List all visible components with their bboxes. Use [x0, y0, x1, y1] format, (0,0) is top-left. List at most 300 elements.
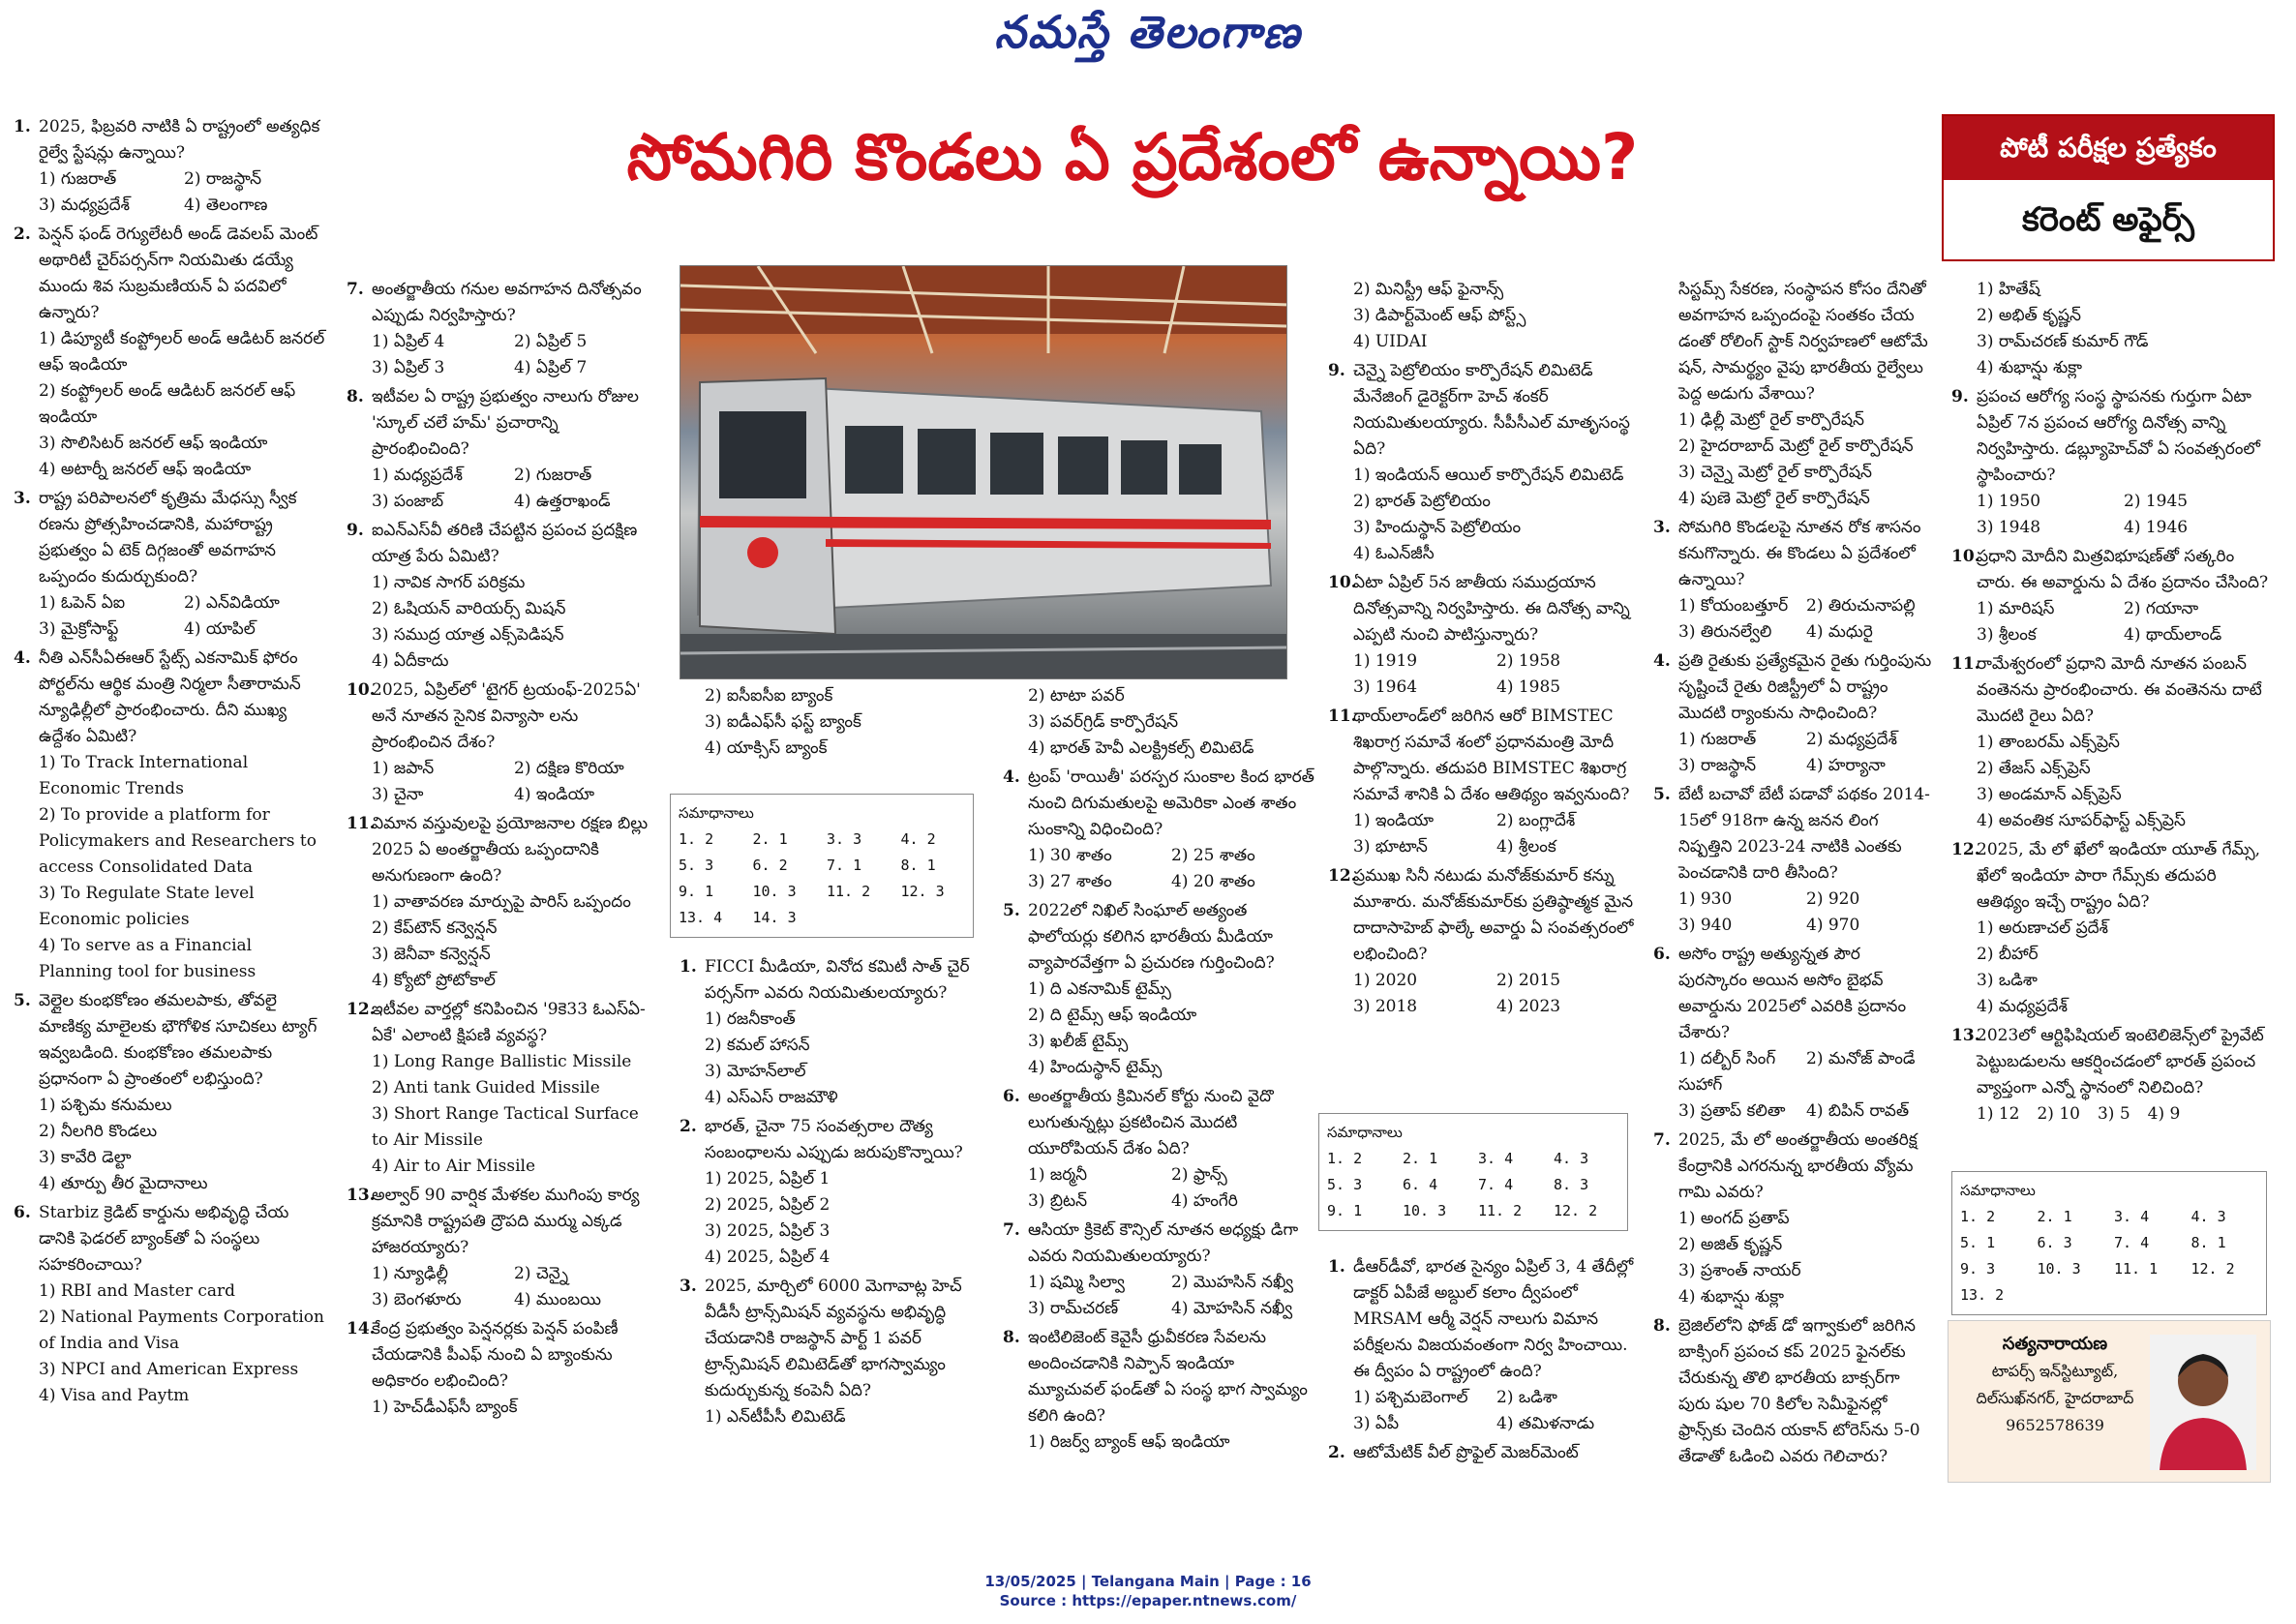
question-number: 7.	[1003, 1220, 1020, 1240]
question-number: 12.	[1951, 840, 1980, 859]
question-block	[1328, 277, 1640, 355]
answer-option: 3) 5	[2097, 1104, 2130, 1124]
question-block	[1003, 1084, 1314, 1215]
question-number: 10.	[347, 680, 376, 700]
answer-key-item: 2. 1	[2037, 1208, 2072, 1225]
answer-option: 1) తాంబరమ్ ఎక్స్‌ప్రెస్	[1977, 733, 2120, 752]
question-block	[1653, 782, 1934, 939]
answer-option: 2) ఒడిశా	[1496, 1388, 1557, 1407]
answer-option: 3) మైక్రోసాఫ్ట్	[39, 619, 119, 639]
question-block	[14, 646, 329, 985]
author-phone: 9652578639	[2006, 1416, 2104, 1434]
question-text: ఐఎన్ఎస్‌వీ తరిణి చేపట్టిన ప్రపంచ ప్రదక్షిణ యాత్ర పేరు ఏమిటి?	[372, 521, 638, 566]
answer-option: 2) మినిస్ట్రీ ఆఫ్ ఫైనాన్స్	[1353, 280, 1504, 299]
question-block	[1653, 1313, 1934, 1470]
question-text: ఇంటిలిజెంట్ కెవైసీ ధ్రువీకరణ సేవలను అందించడానికి నిప్పాన్ ఇండియా మ్యూచువల్ ఫండ్‌తో ఏ సంస్థ భాగ స్వామ్యం కలిగి ఉంది?	[1028, 1328, 1308, 1426]
question-number: 3.	[14, 489, 31, 508]
answer-option: 4) హిందుస్థాన్ టైమ్స్	[1028, 1058, 1163, 1077]
column-5-bottom	[1328, 1254, 1640, 1477]
answer-option: 1) ఇండియా	[1353, 811, 1435, 830]
page-footer	[0, 1572, 2296, 1610]
answer-option: 1) రజనీకాంత్	[705, 1009, 796, 1029]
question-block	[1328, 570, 1640, 701]
answer-option: 3) 27 శాతం	[1028, 872, 1112, 891]
answer-option: 1) పశ్చిమబెంగాల్	[1353, 1388, 1468, 1407]
answer-option: 4) హర్యానా	[1806, 756, 1886, 775]
answer-option: 3) శ్రీలంక	[1977, 625, 2037, 645]
answer-option: 1) 2025, ఏప్రిల్ 1	[705, 1169, 831, 1188]
answer-key-item: 13. 4	[679, 909, 723, 926]
answer-option: 3) సముద్ర యాత్ర ఎక్స్‌పెడిషన్	[372, 625, 564, 645]
question-number: 8.	[1003, 1328, 1020, 1347]
answer-option: 3) ఖలీజ్ టైమ్స్	[1028, 1032, 1129, 1051]
answer-option: 2) కమల్ హాసన్	[705, 1036, 810, 1055]
footer-date-line: 13/05/2025 | Telangana Main | Page : 16	[984, 1573, 1312, 1590]
answer-option: 3) మధ్యప్రదేశ్	[39, 195, 130, 215]
question-number: 11.	[1328, 707, 1357, 726]
answer-key-item: 6. 3	[2037, 1234, 2072, 1251]
answer-key-item: 11. 1	[2114, 1260, 2159, 1278]
answer-option: 4) Visa and Paytm	[39, 1386, 190, 1405]
answer-option: 4) ఇండియా	[514, 785, 595, 804]
answer-option: 2) మధ్యప్రదేశ్	[1806, 730, 1897, 749]
answer-option: 4) బిపిన్ రావత్	[1806, 1101, 1910, 1121]
question-text: వెల్లైల కుంభకోణం తమలపాకు, తోవలై మాణిక్య మాలైలకు భౌగోళిక సూచికలు ట్యాగ్ ఇవ్వబడింది. కుంభకోణం తమలపాకు ప్రధానంగా ఏ ప్రాంతంలో లభిస్తుంది?	[39, 991, 317, 1089]
answer-key-item: 12. 2	[1554, 1202, 1598, 1219]
answer-key-item: 11. 2	[1478, 1202, 1523, 1219]
question-text: అసోం రాష్ట్ర అత్యున్నత పౌర పురస్కారం అయిన అసోం బైభవ్ అవార్డును 2025లో ఎవరికి ప్రదానం చేశారు?	[1678, 945, 1907, 1042]
answer-option: 1) To Track International Economic Trends	[39, 753, 249, 798]
question-number: 5.	[1003, 901, 1020, 920]
answer-option: 1) కోయంబత్తూర్	[1678, 596, 1789, 616]
answer-option: 4) To serve as a Financial Planning tool for business	[39, 936, 257, 981]
question-number: 2.	[1328, 1443, 1345, 1462]
answer-key-item: 2. 1	[752, 830, 788, 848]
answer-key-item: 3. 4	[1478, 1150, 1514, 1167]
question-number	[1653, 277, 1678, 407]
answer-option: 1) డిప్యూటీ కంప్ట్రోలర్ అండ్ ఆడిటర్ జనరల్ ఆఫ్ ఇండియా	[39, 329, 325, 375]
answer-option: 2) 1945	[2124, 492, 2189, 511]
answer-key-item: 5. 3	[1327, 1176, 1363, 1193]
answer-key-item: 4. 3	[2190, 1208, 2226, 1225]
answer-option: 4) ఎస్ఎస్ రాజమౌళి	[705, 1088, 838, 1107]
answer-key-item: 4. 2	[900, 830, 936, 848]
answer-option: 3) అండమాన్ ఎక్స్‌ప్రెస్	[1977, 785, 2122, 804]
question-number: 9.	[347, 521, 364, 540]
answer-option: 3) ప్రశాంత్ నాయర్	[1678, 1261, 1801, 1280]
question-text: నీతి ఎన్‌సీఏఈఆర్ స్టేట్స్ ఎకనామిక్ ఫోరం పోర్టల్‌ను ఆర్థిక మంత్రి నిర్మలా సీతారామన్ న్యూఢిల్లీలో ప్రారంభించారు. దీని ముఖ్య ఉద్దేశం ఏమిటి?	[39, 648, 301, 746]
question-text: 2025, మే లో అంతర్జాతీయ అంతరిక్ష కేంద్రానికి ఎగరనున్న భారతీయ వ్యోమ గామి ఎవరు?	[1678, 1130, 1918, 1202]
answer-option: 4) తూర్పు తీర మైదానాలు	[39, 1174, 208, 1193]
answer-option: 2) హైదరాబాద్ మెట్రో రైల్ కార్పొరేషన్	[1678, 436, 1914, 456]
answer-option: 1) 930	[1678, 889, 1733, 909]
answer-option: 1) హెచ్‌డీఎఫ్‌సీ బ్యాంక్	[372, 1398, 518, 1417]
answer-option: 1) ఏప్రిల్ 4	[372, 332, 445, 351]
question-text: 2025, మార్చిలో 6000 మెగావాట్ల హెచ్ వీడీసీ ట్రాన్స్‌మిషన్ వ్యవస్థను అభివృద్ధి చేయడానికి రాజస్థాన్ పార్ట్ 1 పవర్ ట్రాన్స్‌మిషన్ లిమిటెడ్‌తో భాగస్వామ్యం కుదుర్చుకున్న కంపెనీ ఏది?	[705, 1277, 962, 1400]
answer-key-2	[1318, 1113, 1628, 1231]
answer-option: 4) భారత్ హెవీ ఎలక్ట్రికల్స్ లిమిటెడ్	[1028, 738, 1254, 758]
answer-option: 2) భారత్ పెట్రోలియం	[1353, 492, 1491, 511]
question-text: ప్రముఖ సినీ నటుడు మనోజ్‌కుమార్ కన్ను మూశారు. మనోజ్‌కుమార్‌కు ప్రతిష్ఠాత్మక మైన దాదాసాహెబ్ ఫాల్కే అవార్డు ఏ సంవత్సరంలో లభించింది?	[1353, 866, 1634, 964]
answer-option: 2) ది టైమ్స్ ఆఫ్ ఇండియా	[1028, 1006, 1197, 1025]
answer-option: 4) పుణె మెట్రో రైల్ కార్పొరేషన్	[1678, 489, 1870, 508]
answer-key-item: 3. 3	[827, 830, 862, 848]
answer-option: 2) 25 శాతం	[1171, 846, 1255, 865]
answer-option: 3) చెన్నై మెట్రో రైల్ కార్పొరేషన్	[1678, 463, 1872, 482]
question-number: 6.	[14, 1203, 31, 1222]
answer-option: 2) ఐసీఐసీఐ బ్యాంక్	[705, 686, 833, 706]
answer-option: 2) National Payments Corporation of India and Visa	[39, 1308, 324, 1353]
author-institute: టాపర్స్ ఇన్‌స్టిట్యూట్,	[1991, 1362, 2119, 1380]
question-block	[14, 486, 329, 643]
question-text: ఆటోమేటిక్ వీల్ ప్రొఫైల్ మెజర్‌మెంట్	[1353, 1443, 1579, 1462]
column-3-top	[680, 683, 989, 770]
answer-option: 3) బ్రిటన్	[1028, 1191, 1088, 1211]
question-text: రామేశ్వరంలో ప్రధాని మోదీ నూతన పంబన్ వంతెనను ప్రారంభించారు. ఈ వంతెనను దాటే మొదటి రైలు ఏది?	[1977, 654, 2262, 726]
answer-option: 4) ఏప్రిల్ 7	[514, 358, 588, 377]
answer-option: 4) శుభాన్షు శుక్లా	[1977, 358, 2082, 377]
question-block	[1951, 544, 2271, 648]
answer-option: 1) హితేష్	[1977, 280, 2040, 299]
answer-option: 1) మధ్యప్రదేశ్	[372, 466, 463, 485]
answer-option: 2) 10	[2037, 1104, 2080, 1124]
answer-key-item: 8. 1	[900, 857, 936, 874]
question-block	[347, 277, 656, 381]
question-block	[347, 1316, 656, 1421]
answer-option: 3) డిపార్ట్‌మెంట్ ఆఫ్ పోస్ట్స్	[1353, 306, 1526, 325]
answer-key-item: 10. 3	[1403, 1202, 1447, 1219]
question-text: పెన్షన్ ఫండ్ రెగ్యులేటరీ అండ్ డెవలప్ మెంట్ అథారిటీ చైర్‌పర్సన్‌గా నియమితు డయ్యే ముందు శివ సుబ్రమణియన్ ఏ పదవిలో ఉన్నారు?	[39, 225, 318, 322]
answer-option: 4) అటార్నీ జనరల్ ఆఫ్ ఇండియా	[39, 460, 252, 479]
question-text: ప్రపంచ ఆరోగ్య సంస్థ స్థాపనకు గుర్తుగా ఏటా ఏప్రిల్ 7న ప్రపంచ ఆరోగ్య దినోత్స వాన్ని నిర్వహిస్తారు. డబ్ల్యూహెచ్‌వో ఏ సంవత్సరంలో స్థాపించారు?	[1977, 387, 2261, 485]
question-text: 2025, మే లో ఖేలో ఇండియా యూత్ గేమ్స్, ఖేలో ఇండియా పారా గేమ్స్‌కు తదుపరి ఆతిథ్యం ఇచ్చే రాష్ట్రం ఏది?	[1977, 840, 2261, 912]
answer-option: 2) అజిత్ కృష్ణన్	[1678, 1235, 1783, 1254]
question-number: 13.	[1951, 1026, 1980, 1045]
answer-key-item: 1. 2	[1327, 1150, 1363, 1167]
answer-option: 2) చెన్నై	[514, 1264, 568, 1283]
question-block	[1328, 1440, 1640, 1466]
footer-source-line: Source : https://epaper.ntnews.com/	[999, 1592, 1297, 1609]
answer-option: 2) రాజస్థాన్	[184, 169, 262, 189]
answer-option: 2) బీహార్	[1977, 945, 2039, 964]
answer-key-item: 7. 4	[1478, 1176, 1514, 1193]
answer-option: 3) ప్రతాప్ కలితా	[1678, 1101, 1786, 1121]
question-block	[1003, 1325, 1314, 1456]
question-block	[1328, 863, 1640, 1020]
answer-option: 4) 9	[2147, 1104, 2181, 1124]
question-text: ఇటీవల ఏ రాష్ట్ర ప్రభుత్వం నాలుగు రోజుల 'స్కూల్ చలే హమ్' ప్రచారాన్ని ప్రారంభించింది?	[372, 387, 639, 459]
question-block	[347, 997, 656, 1180]
answer-option: 2) మొహసిన్ నఖ్వీ	[1171, 1273, 1294, 1292]
answer-key-item: 1. 2	[1960, 1208, 1996, 1225]
answer-option: 2) ఫ్రాన్స్	[1171, 1165, 1227, 1185]
answer-option: 2) ఓషియన్ వారియర్స్ మిషన్	[372, 599, 566, 618]
question-number: 2.	[680, 1117, 697, 1136]
question-text: FICCI మీడియా, వినోద కమిటీ సాత్ చైర్ పర్సన్‌గా ఎవరు నియమితులయ్యారు?	[705, 957, 970, 1003]
answer-key-item: 6. 2	[752, 857, 788, 874]
answer-option: 1) పశ్చిమ కనుమలు	[39, 1096, 172, 1115]
answer-key-title: సమాధానాలు	[1327, 1124, 1403, 1141]
answer-option: 1) షమ్మి సిల్వా	[1028, 1273, 1125, 1292]
answer-option: 4) 20 శాతం	[1171, 872, 1255, 891]
question-text: థాయ్‌లాండ్‌లో జరిగిన ఆరో BIMSTEC శిఖరాగ్ర సమావే శంలో ప్రధానమంత్రి మోదీ పాల్గొన్నారు. తదుపరి BIMSTEC శిఖరాగ్ర సమావే శానికి ఏ దేశం ఆతిథ్యం ఇవ్వనుంది?	[1353, 707, 1630, 804]
answer-option: 4) 1946	[2124, 518, 2189, 537]
question-number: 9.	[1328, 361, 1345, 380]
answer-option: 2) దక్షిణ కొరియా	[514, 759, 624, 778]
question-text: భారత్, చైనా 75 సంవత్సరాల దౌత్య సంబంధాలను ఎప్పుడు జరుపుకొన్నాయి?	[705, 1117, 963, 1162]
question-text: కేంద్ర ప్రభుత్వం పెన్షనర్లకు పెన్షన్ పంపిణీ చేయడానికి పీఎఫ్ నుంచి ఏ బ్యాంకును అధికారం లభించింది?	[372, 1319, 619, 1391]
question-number: 6.	[1003, 1087, 1020, 1106]
question-text: 2023లో ఆర్టిఫిషియల్ ఇంటెలిజెన్స్‌లో ప్రైవేట్ పెట్టుబడులను ఆకర్షించడంలో భారత్ ప్రపంచ వ్యాప్తంగా ఎన్నో స్థానంలో నిలిచింది?	[1977, 1026, 2264, 1098]
answer-option: 1) ఓపెన్ ఏఐ	[39, 593, 126, 613]
answer-option: 1) రిజర్వ్ బ్యాంక్ ఆఫ్ ఇండియా	[1028, 1432, 1230, 1452]
answer-option: 1) ఎన్‌టీపీసీ లిమిటెడ్	[705, 1407, 846, 1427]
question-number: 8.	[347, 387, 364, 406]
answer-option: 3) భూటాన్	[1353, 837, 1428, 857]
question-block	[1653, 648, 1934, 779]
question-block	[1951, 651, 2271, 834]
question-block	[1951, 1023, 2271, 1128]
answer-option: 2) To provide a platform for Policymakers and Researchers to access Consolidated Data	[39, 805, 317, 877]
answer-key-item: 1. 2	[679, 830, 714, 848]
question-number: 9.	[1951, 387, 1969, 406]
answer-option: 1) మారిషస్	[1977, 599, 2055, 618]
answer-option: 3) హిందుస్థాన్ పెట్రోలియం	[1353, 518, 1522, 537]
question-number: 10.	[1951, 547, 1980, 566]
answer-option: 2) కేప్‌టౌన్ కన్వెన్షన్	[372, 918, 498, 938]
masthead: నమస్తే తెలంగాణ	[994, 6, 1302, 58]
answer-option: 3) Short Range Tactical Surface to Air Missile	[372, 1104, 639, 1150]
answer-option: 2) నీలగిరి కొండలు	[39, 1122, 158, 1141]
answer-option: 1) ది ఎకనామిక్ టైమ్స్	[1028, 979, 1171, 999]
answer-option: 2) గుజరాత్	[514, 466, 592, 485]
answer-option: 4) ముంబయి	[514, 1290, 601, 1309]
answer-option: 1) జర్మనీ	[1028, 1165, 1088, 1185]
answer-option: 4) మోహసిన్ నఖ్వీ	[1171, 1299, 1293, 1318]
answer-option: 3) 1964	[1353, 677, 1418, 697]
answer-option: 3) పంజాబ్	[372, 492, 444, 511]
answer-option: 1) దల్బీర్ సింగ్ సుహాగ్	[1678, 1049, 1776, 1095]
question-block	[1003, 1218, 1314, 1322]
answer-option: 1) న్యూఢిల్లీ	[372, 1264, 448, 1283]
question-number: 1.	[14, 117, 31, 136]
section-badge	[1942, 114, 2275, 261]
answer-option: 4) అవంతిక సూపర్‌ఫాస్ట్ ఎక్స్‌ప్రెస్	[1977, 811, 2186, 830]
question-block	[1003, 765, 1314, 895]
answer-option: 2) టాటా పవర్	[1028, 686, 1125, 706]
question-block	[347, 384, 656, 515]
answer-option: 4) యాక్సిస్ బ్యాంక్	[705, 738, 828, 758]
question-block	[680, 954, 989, 1111]
answer-option: 2) అభిత్ కృష్ణన్	[1977, 306, 2081, 325]
question-text: సిస్టమ్స్ సేకరణ, సంస్థాపన కోసం దేనితో అవగాహన ఒప్పందంపై సంతకం చేయ డంతో రోలింగ్ స్టాక్ నిర్వహణలో ఆటోమే షన్, సామర్థ్యం వైపు భారతీయ రైల్వేలు పెద్ద అడుగు వేశాయి?	[1678, 280, 1928, 404]
answer-option: 1) 30 శాతం	[1028, 846, 1112, 865]
question-text: బ్రెజిల్‌లోని ఫోజ్ డో ఇగ్వాకులో జరిగిన బాక్సింగ్ ప్రపంచ కప్ 2025 ఫైనల్‌కు చేరుకున్న తొలి భారతీయ బాక్సర్‌గా పురు షుల 70 కిలోల సెమీఫైనల్లో ఫ్రాన్స్‌కు చెందిన యకాన్ టోరెస్‌ను 5-0 తేడాతో ఓడించి ఎవరు గెలిచారు?	[1678, 1316, 1920, 1466]
answer-option: 3) ఏప్రిల్ 3	[372, 358, 445, 377]
answer-key-item: 9. 3	[1960, 1260, 1996, 1278]
answer-option: 3) పవర్‌గ్రిడ్ కార్పొరేషన్	[1028, 712, 1179, 732]
question-number: 6.	[1653, 945, 1671, 964]
answer-option: 2) బంగ్లాదేశ్	[1496, 811, 1576, 830]
question-number: 1.	[1328, 1257, 1345, 1277]
answer-option: 2) తిరుచునాపల్లి	[1806, 596, 1916, 616]
answer-key-item: 3. 4	[2114, 1208, 2150, 1225]
question-text: Starbiz క్రెడిట్ కార్డును అభివృద్ధి చేయ డానికి ఫెడరల్ బ్యాంక్‌తో ఏ సంస్థలు సహకరించాయి?	[39, 1203, 289, 1275]
answer-option: 3) 1948	[1977, 518, 2041, 537]
answer-option: 4) తెలంగాణ	[184, 195, 268, 215]
question-text: అంతర్జాతీయ క్రిమినల్ కోర్టు నుంచి వైదొ లుగుతున్నట్లు ప్రకటించిన మొదటి యూరోపియన్ దేశం ఏది?	[1028, 1087, 1274, 1158]
question-number: 11.	[1951, 654, 1980, 674]
answer-option: 4) UIDAI	[1353, 332, 1428, 351]
answer-option: 3) రామ్‌చరణ్ కుమార్ గౌడ్	[1977, 332, 2149, 351]
answer-option: 3) తిరునల్వేలి	[1678, 622, 1772, 642]
question-block	[1328, 358, 1640, 567]
question-block	[680, 683, 989, 762]
question-number: 14.	[347, 1319, 376, 1338]
column-5	[1328, 277, 1640, 1109]
answer-option: 1) 12	[1977, 1104, 2020, 1124]
question-block	[1328, 1254, 1640, 1437]
answer-key-3	[1951, 1171, 2267, 1315]
answer-option: 3) 2018	[1353, 997, 1418, 1016]
question-number: 8.	[1653, 1316, 1671, 1336]
answer-option: 2) తేజస్ ఎక్స్‌ప్రెస్	[1977, 759, 2091, 778]
answer-option: 4) మధురై	[1806, 622, 1873, 642]
question-text: ఇటీవల వార్తల్లో కనిపించిన '9కె33 ఓఎస్ఏ-ఏకే' ఎలాంటి క్షిపణి వ్యవస్థ?	[372, 1000, 646, 1045]
question-block	[14, 114, 329, 219]
answer-key-item: 14. 3	[752, 909, 797, 926]
answer-option: 3) చైనా	[372, 785, 424, 804]
question-block	[680, 1114, 989, 1271]
question-text: ఏటా ఏప్రిల్ 5న జాతీయ సముద్రయాన దినోత్సవాన్ని నిర్వహిస్తారు. ఈ దినోత్స వాన్ని ఎప్పటి నుంచి పాటిస్తున్నారు?	[1353, 573, 1630, 645]
question-text: చెన్నై పెట్రోలియం కార్పొరేషన్ లిమిటెడ్ మేనేజింగ్ డైరెక్టర్‌గా హెచ్ శంకర్ నియమితులయ్యారు. సీపీసీఎల్ మాతృసంస్థ ఏది?	[1353, 361, 1630, 459]
answer-option: 2) ఏప్రిల్ 5	[514, 332, 588, 351]
question-block	[1328, 704, 1640, 860]
answer-option: 1) RBI and Master card	[39, 1281, 235, 1301]
badge-bottom-label: కరెంట్ అఫైర్స్	[2022, 200, 2194, 239]
question-number: 4.	[14, 648, 31, 668]
answer-option: 3) 940	[1678, 916, 1733, 935]
answer-option: 1) జపాన్	[372, 759, 435, 778]
answer-option: 1) 1919	[1353, 651, 1418, 671]
question-text: అంతర్జాతీయ గనుల అవగాహన దినోత్సవం ఎప్పుడు నిర్వహిస్తారు?	[372, 280, 642, 325]
answer-option: 2) మనోజ్ పాండే	[1806, 1049, 1916, 1068]
answer-option: 3) ఐడీఎఫ్‌సీ ఫస్ట్ బ్యాంక్	[705, 712, 861, 732]
question-block	[1003, 898, 1314, 1081]
column-3	[680, 954, 989, 1477]
answer-key-item: 4. 3	[1554, 1150, 1589, 1167]
answer-key-item: 9. 1	[679, 883, 714, 900]
answer-key-title: సమాధానాలు	[1960, 1182, 2036, 1199]
answer-key-item: 8. 3	[1554, 1176, 1589, 1193]
question-block	[1653, 277, 1934, 512]
answer-option: 1) 1950	[1977, 492, 2041, 511]
question-text: 2025, ఫిబ్రవరి నాటికి ఏ రాష్ట్రంలో అత్యధిక రైల్వే స్టేషన్లు ఉన్నాయి?	[39, 117, 320, 163]
question-text: 2025, ఏప్రిల్‌లో 'టైగర్ ట్రయంఫ్-2025ఏ' అనే నూతన సైనిక విన్యాసా లను ప్రారంభించిన దేశం?	[372, 680, 641, 752]
question-text: 2022లో నిఖిల్ సింఘాల్ అత్యంత ఫాలోయర్లు కలిగిన భారతీయ మీడియా వ్యాపారవేత్తగా ఏ ప్రచురణ గుర్తించింది?	[1028, 901, 1275, 973]
answer-key-item: 13. 2	[1960, 1286, 2005, 1304]
answer-option: 1) Long Range Ballistic Missile	[372, 1052, 632, 1071]
answer-option: 4) ఉత్తరాఖండ్	[514, 492, 611, 511]
answer-option: 1) ఢిల్లీ మెట్రో రైల్ కార్పొరేషన్	[1678, 410, 1864, 430]
question-block	[347, 677, 656, 808]
answer-option: 4) ఏదీకాదు	[372, 651, 449, 671]
answer-option: 3) To Regulate State level Economic policies	[39, 884, 255, 929]
question-text: ప్రతి రైతుకు ప్రత్యేకమైన రైతు గుర్తింపును సృష్టించే రైతు రిజిస్ట్రీలో ఏ రాష్ట్రం మొదటి ర్యాంకును సాధించింది?	[1678, 651, 1932, 723]
answer-option: 4) 2023	[1496, 997, 1561, 1016]
question-block	[1653, 515, 1934, 646]
question-text: విమాన వస్తువులపై ప్రయోజనాల రక్షణ బిల్లు 2025 ఏ అంతర్జాతీయ ఒప్పందానికి అనుగుణంగా ఉంది?	[372, 814, 649, 886]
question-block	[14, 988, 329, 1197]
author-portrait	[2150, 1335, 2256, 1470]
author-name: సత్యనారాయణ	[2002, 1334, 2108, 1354]
question-number: 2.	[14, 225, 31, 244]
answer-option: 2) Anti tank Guided Missile	[372, 1078, 600, 1098]
question-block	[1653, 1128, 1934, 1310]
answer-option: 1) అరుణాచల్ ప్రదేశ్	[1977, 918, 2109, 938]
answer-option: 4) శ్రీలంక	[1496, 837, 1556, 857]
answer-option: 1) అంగద్ ప్రతాప్	[1678, 1209, 1790, 1228]
question-number: 3.	[1653, 518, 1671, 537]
question-block	[14, 222, 329, 483]
answer-key-item: 10. 3	[2037, 1260, 2081, 1278]
answer-option: 4) యాపిల్	[184, 619, 256, 639]
question-block	[347, 518, 656, 675]
answer-option: 4) తమిళనాడు	[1496, 1414, 1595, 1433]
answer-option: 4) 970	[1806, 916, 1860, 935]
answer-option: 4) 1985	[1496, 677, 1561, 697]
question-block	[680, 1274, 989, 1430]
answer-option: 3) బెంగళూరు	[372, 1290, 462, 1309]
answer-key-1	[670, 794, 974, 938]
question-number: 10.	[1328, 573, 1357, 592]
answer-key-item: 2. 1	[1403, 1150, 1438, 1167]
answer-key-item: 7. 4	[2114, 1234, 2150, 1251]
badge-top-label: పోటీ పరీక్షల ప్రత్యేకం	[1944, 116, 2273, 180]
question-number: 12.	[347, 1000, 376, 1019]
question-text: డీఆర్‌డీవో, భారత సైన్యం ఏప్రిల్ 3, 4 తేదీల్లో డాక్టర్ ఏపీజే అబ్దుల్ కలాం ద్వీపంలో MRSAM ఆర్మీ వెర్షన్ నాలుగు విమాన పరీక్షలను విజయవంతంగా నిర్వ హించాయి. ఈ ద్వీపం ఏ రాష్ట్రంలో ఉంది?	[1353, 1257, 1634, 1381]
question-text: ప్రధాని మోదీని మిత్రవిభూషణ్‌తో సత్కరిం చారు. ఈ అవార్డును ఏ దేశం ప్రదానం చేసింది?	[1977, 547, 2269, 592]
question-block	[1951, 277, 2271, 381]
question-block	[1951, 384, 2271, 541]
answer-option: 4) 2025, ఏప్రిల్ 4	[705, 1248, 831, 1267]
column-1	[14, 114, 329, 1469]
answer-option: 3) కావేరి డెల్టా	[39, 1148, 132, 1167]
answer-option: 4) ఓఎన్‌జీసీ	[1353, 544, 1435, 563]
answer-option: 1) ఇండియన్ ఆయిల్ కార్పొరేషన్ లిమిటెడ్	[1353, 466, 1624, 485]
answer-option: 4) మధ్యప్రదేశ్	[1977, 997, 2068, 1016]
question-text: ఆసియా క్రికెట్ కౌన్సిల్ నూతన అధ్యక్షు డిగా ఎవరు నియమితులయ్యారు?	[1028, 1220, 1299, 1266]
answer-key-item: 8. 1	[2190, 1234, 2226, 1251]
answer-option: 2) 2025, ఏప్రిల్ 2	[705, 1195, 831, 1215]
answer-key-item: 12. 2	[2190, 1260, 2235, 1278]
answer-option: 1) 2020	[1353, 971, 1418, 990]
question-number: 7.	[347, 280, 364, 299]
answer-key-item: 10. 3	[752, 883, 797, 900]
answer-option: 2) ఎన్‌విడియా	[184, 593, 280, 613]
answer-option: 2) 920	[1806, 889, 1860, 909]
column-6	[1653, 277, 1934, 1477]
question-block	[1653, 942, 1934, 1125]
answer-option: 4) Air to Air Missile	[372, 1157, 536, 1176]
answer-key-item: 5. 1	[1960, 1234, 1996, 1251]
answer-option: 1) గుజరాత్	[39, 169, 117, 189]
author-box	[1948, 1320, 2271, 1483]
question-block	[1951, 837, 2271, 1020]
answer-option: 3) NPCI and American Express	[39, 1360, 299, 1379]
answer-option: 1) వాతావరణ మార్పుపై పారిస్ ఒప్పందం	[372, 892, 631, 912]
question-number: 4.	[1653, 651, 1671, 671]
